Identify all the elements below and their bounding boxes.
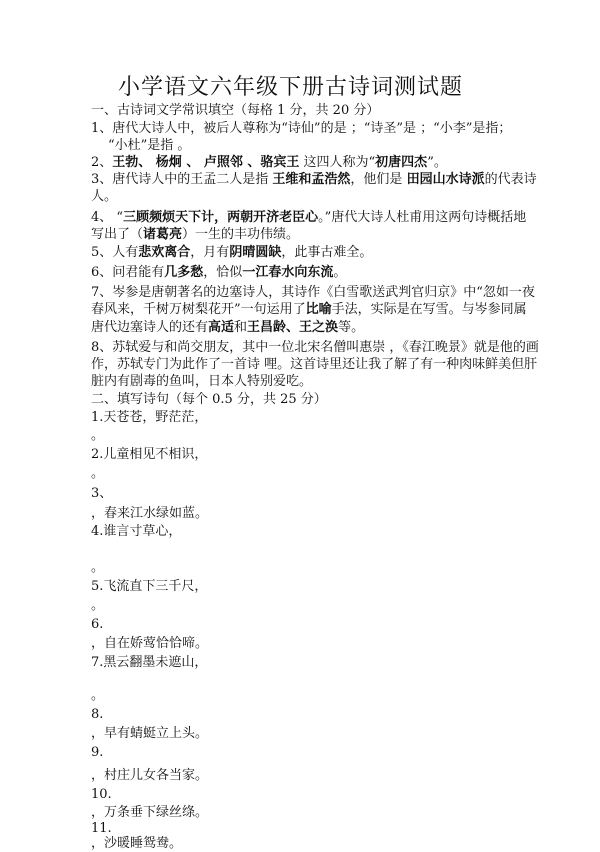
q7-end: 等。 (338, 320, 365, 335)
question-4-line-2 (91, 227, 521, 243)
poem-line: 1.天苍苍，野茫茫， (91, 410, 208, 425)
question-5 (91, 245, 521, 261)
q4-person: 诸葛亮 (143, 227, 183, 242)
question-8-line-2: 作，苏轼专门为此作了一首诗 哩。这首诗里还让我了解了有一种肉味鲜美但肝 (91, 357, 538, 372)
q2-number: 2、 (91, 155, 113, 170)
q2-text: 这四人称为“ (299, 155, 376, 170)
q5-answer-a: 悲欢离合 (138, 245, 191, 260)
poem-line: 4.谁言寸草心， (91, 524, 182, 539)
question-1-line-2: “小杜”是指 。 (108, 138, 191, 153)
poem-line: 。 (91, 560, 105, 575)
poem-line: 。 (91, 428, 105, 443)
q7-text-3: 唐代边塞诗人的还有 (91, 320, 209, 335)
q7-poet-2: 王昌龄、王之涣 (247, 320, 339, 335)
q3-text: 3、唐代诗人中的王孟二人是指 (91, 172, 273, 187)
section1-heading: 一、古诗词文学常识填空（每格 1 分，共 20 分） (91, 103, 380, 118)
q7-poet-1: 高适 (208, 320, 235, 335)
poem-line: ，沙暖睡鸳鸯。 (91, 836, 183, 851)
question-1-line-1: 1、唐代大诗人中，被后人尊称为“诗仙”的是 ；“诗圣”是 ；“小李”是指； (91, 121, 512, 136)
q4-post: 。”唐代大诗人杜甫用这两句诗概括地 (318, 210, 527, 225)
poem-line: ，春来江水绿如蓝。 (91, 506, 209, 521)
q3-mid: ，他们是 (350, 172, 407, 187)
poem-line: 3、 (91, 486, 113, 501)
poem-line: 11. (91, 821, 112, 836)
poem-line: ，自在娇莺恰恰啼。 (91, 636, 209, 651)
q4-l2-end: ）一生的丰功伟绩。 (182, 227, 300, 242)
q4-quote: 三顾频烦天下计，两朝开济老臣心 (123, 210, 319, 225)
poem-line: 5.飞流直下三千尺， (91, 579, 208, 594)
question-3-line-1 (91, 172, 537, 188)
question-2 (91, 155, 521, 171)
question-6 (91, 265, 521, 281)
poem-line: 2.儿童相见不相识， (91, 447, 208, 462)
poem-line: 9. (91, 745, 104, 760)
q2-poet-names: 王勃、 杨炯 、 卢照邻 、骆宾王 (112, 155, 300, 170)
q3-school: 田园山水诗派 (406, 172, 485, 187)
q6-text: 6、问君能有 (91, 265, 165, 280)
q3-end: 的代表诗 (484, 172, 537, 187)
q5-mid: ，月有 (190, 245, 230, 260)
page-title: 小学语文六年级下册古诗词测试题 (118, 75, 464, 100)
q2-end: ”。 (427, 155, 447, 170)
q6-mid: ，恰似 (203, 265, 243, 280)
q5-text: 5、人有 (91, 245, 139, 260)
poem-line: ，万条垂下绿丝绦。 (91, 805, 209, 820)
q6-answer-b: 一江春水向东流 (242, 265, 334, 280)
q4-text: 4、 “ (91, 210, 124, 225)
poem-line: ，村庄儿女各当家。 (91, 768, 209, 783)
q7-text-2: 手法，实际是在写雪。与岑参同属 (331, 302, 527, 317)
section2-heading: 二、填写诗句（每个 0.5 分，共 25 分） (91, 392, 327, 407)
question-7-line-1: 7、岑参是唐朝著名的边塞诗人，其诗作《白雪歌送武判官归京》中“忽如一夜 (91, 285, 535, 300)
q6-end: 。 (333, 265, 347, 280)
question-8-line-3: 脏内有剧毒的鱼叫，日本人特别爱吃。 (91, 374, 313, 389)
poem-line: 10. (91, 787, 112, 802)
question-8-line-1: 8、苏轼爱与和尚交朋友，其中一位北宋名僧叫惠崇 ，《春江晚景》就是他的画 (91, 340, 539, 355)
q7-text: 春风来，千树万树梨花开”一句运用了 (91, 302, 306, 317)
question-7-line-3 (91, 320, 521, 336)
poem-line: 。 (91, 598, 105, 613)
question-7-line-2 (91, 302, 527, 318)
poem-line: 7.黑云翻墨未遮山， (91, 655, 208, 670)
question-3-line-2: 人。 (91, 189, 118, 204)
poem-line: 。 (91, 688, 105, 703)
q5-answer-b: 阴晴圆缺 (229, 245, 282, 260)
q2-group-name: 初唐四杰 (375, 155, 428, 170)
question-4-line-1 (91, 210, 527, 226)
q5-end: ，此事古难全。 (281, 245, 373, 260)
poem-line: 6. (91, 617, 104, 632)
poem-line: ，早有蜻蜓立上头。 (91, 726, 209, 741)
q7-and: 和 (234, 320, 248, 335)
q3-poet-names: 王维和孟浩然 (272, 172, 351, 187)
q6-answer-a: 几多愁 (164, 265, 204, 280)
q7-device: 比喻 (305, 302, 332, 317)
q4-l2-text: 写出了（ (91, 227, 144, 242)
poem-line: 8. (91, 707, 104, 722)
poem-line: 。 (91, 466, 105, 481)
